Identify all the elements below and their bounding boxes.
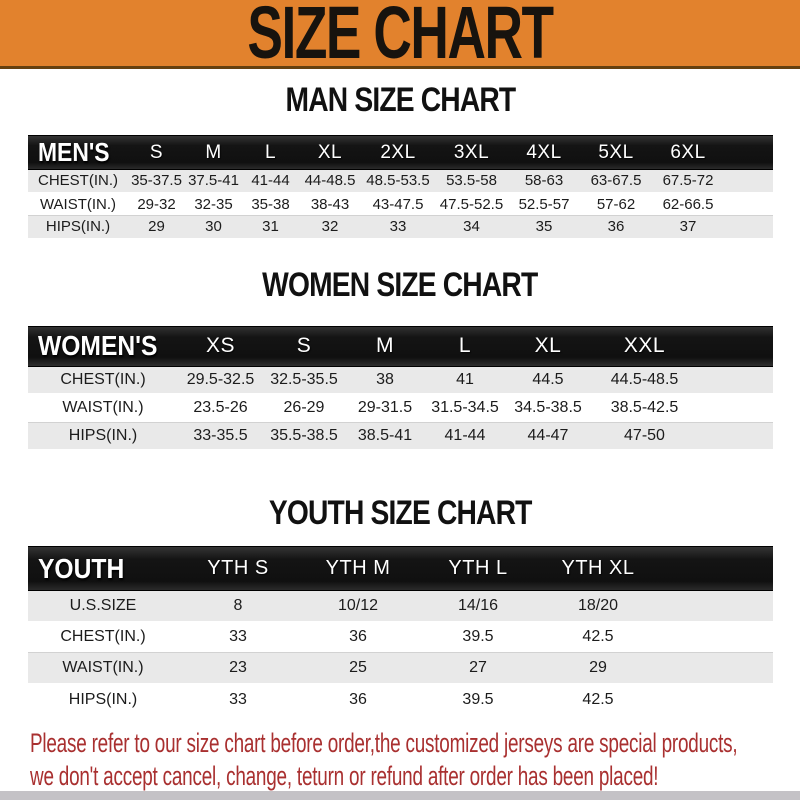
size-value: 36 <box>580 216 652 239</box>
size-value: 25 <box>298 653 418 684</box>
section-heading-women <box>0 267 800 303</box>
size-column-header: XS <box>178 326 263 366</box>
row-filler-cell <box>724 216 773 239</box>
disclaimer-line-2: we don't accept cancel, change, teturn or refund after order has been placed! <box>30 760 659 791</box>
table-row <box>28 170 773 193</box>
size-value: 33 <box>178 684 298 715</box>
disclaimer-line-1: Please refer to our size chart before order,the customized jerseys are special products, <box>30 727 738 758</box>
disclaimer <box>30 727 800 793</box>
size-column-header: YTH M <box>298 547 418 591</box>
size-column-header: S <box>128 136 185 170</box>
table-brand-label <box>28 326 178 366</box>
size-value: 38.5-41 <box>345 422 425 450</box>
measurement-label: WAIST(IN.) <box>28 193 128 216</box>
size-value: 34.5-38.5 <box>505 394 591 422</box>
table-row <box>28 193 773 216</box>
size-value: 38-43 <box>299 193 361 216</box>
section-heading-youth-label: YOUTH SIZE CHART <box>268 494 532 532</box>
measurement-label: WAIST(IN.) <box>28 653 178 684</box>
size-value: 8 <box>178 591 298 622</box>
size-value: 67.5-72 <box>652 170 724 193</box>
table-row <box>28 422 773 450</box>
row-filler-cell <box>698 366 773 394</box>
size-value: 34 <box>435 216 508 239</box>
table-row <box>28 216 773 239</box>
size-value: 30 <box>185 216 242 239</box>
row-filler-cell <box>658 684 773 715</box>
size-value: 23.5-26 <box>178 394 263 422</box>
size-value: 14/16 <box>418 591 538 622</box>
size-column-header: 3XL <box>435 136 508 170</box>
size-value: 38 <box>345 366 425 394</box>
size-column-header: L <box>242 136 299 170</box>
row-filler-cell <box>658 591 773 622</box>
table-brand-label <box>28 547 178 591</box>
size-value: 63-67.5 <box>580 170 652 193</box>
section-heading-man-label: MAN SIZE CHART <box>285 81 515 119</box>
row-filler-cell <box>698 394 773 422</box>
size-value: 39.5 <box>418 622 538 653</box>
youth-size-table <box>28 546 773 715</box>
table-row <box>28 653 773 684</box>
size-value: 44.5-48.5 <box>591 366 698 394</box>
size-value: 52.5-57 <box>508 193 580 216</box>
size-value: 18/20 <box>538 591 658 622</box>
size-value: 36 <box>298 684 418 715</box>
size-column-header: L <box>425 326 505 366</box>
header-filler-cell <box>724 136 773 170</box>
size-value: 41 <box>425 366 505 394</box>
bottom-edge-strip <box>0 791 800 800</box>
size-column-header: 2XL <box>361 136 435 170</box>
size-column-header: S <box>263 326 345 366</box>
measurement-label: WAIST(IN.) <box>28 394 178 422</box>
size-value: 39.5 <box>418 684 538 715</box>
size-value: 35.5-38.5 <box>263 422 345 450</box>
size-value: 31 <box>242 216 299 239</box>
size-value: 32-35 <box>185 193 242 216</box>
size-value: 42.5 <box>538 684 658 715</box>
size-value: 37 <box>652 216 724 239</box>
size-value: 29 <box>128 216 185 239</box>
size-value: 10/12 <box>298 591 418 622</box>
size-column-header: 5XL <box>580 136 652 170</box>
size-value: 29 <box>538 653 658 684</box>
table-row <box>28 394 773 422</box>
size-value: 35 <box>508 216 580 239</box>
banner-title: SIZE CHART <box>247 0 553 74</box>
size-value: 47.5-52.5 <box>435 193 508 216</box>
size-column-header: M <box>345 326 425 366</box>
size-column-header: YTH S <box>178 547 298 591</box>
size-value: 26-29 <box>263 394 345 422</box>
men-size-table <box>28 135 773 240</box>
measurement-label: CHEST(IN.) <box>28 170 128 193</box>
size-value: 29-32 <box>128 193 185 216</box>
size-value: 33 <box>178 622 298 653</box>
table-row <box>28 684 773 715</box>
women-table-header-row <box>28 326 773 366</box>
size-value: 41-44 <box>425 422 505 450</box>
size-column-header: XL <box>299 136 361 170</box>
table-row <box>28 591 773 622</box>
size-column-header: 4XL <box>508 136 580 170</box>
measurement-label: U.S.SIZE <box>28 591 178 622</box>
size-value: 47-50 <box>591 422 698 450</box>
size-column-header: XXL <box>591 326 698 366</box>
size-column-header: XL <box>505 326 591 366</box>
section-heading-man <box>0 82 800 118</box>
size-value: 31.5-34.5 <box>425 394 505 422</box>
section-heading-women-label: WOMEN SIZE CHART <box>262 265 538 304</box>
size-value: 32 <box>299 216 361 239</box>
size-column-header: YTH XL <box>538 547 658 591</box>
measurement-label: HIPS(IN.) <box>28 422 178 450</box>
size-value: 48.5-53.5 <box>361 170 435 193</box>
size-value: 57-62 <box>580 193 652 216</box>
header-filler-cell <box>658 547 773 591</box>
size-value: 35-38 <box>242 193 299 216</box>
women-size-table <box>28 326 773 452</box>
size-value: 23 <box>178 653 298 684</box>
size-value: 44-48.5 <box>299 170 361 193</box>
measurement-label: HIPS(IN.) <box>28 684 178 715</box>
row-filler-cell <box>724 170 773 193</box>
row-filler-cell <box>698 422 773 450</box>
size-value: 44.5 <box>505 366 591 394</box>
size-column-header: YTH L <box>418 547 538 591</box>
size-value: 37.5-41 <box>185 170 242 193</box>
size-column-header: 6XL <box>652 136 724 170</box>
size-chart-banner <box>0 0 800 74</box>
size-value: 33 <box>361 216 435 239</box>
row-filler-cell <box>658 653 773 684</box>
table-brand-text: WOMEN'S <box>38 330 158 361</box>
table-row <box>28 366 773 394</box>
size-value: 44-47 <box>505 422 591 450</box>
youth-table-header-row <box>28 547 773 591</box>
header-filler-cell <box>698 326 773 366</box>
size-value: 38.5-42.5 <box>591 394 698 422</box>
size-value: 33-35.5 <box>178 422 263 450</box>
size-value: 62-66.5 <box>652 193 724 216</box>
section-heading-youth <box>0 495 800 531</box>
table-brand-text: MEN'S <box>38 137 110 167</box>
measurement-label: HIPS(IN.) <box>28 216 128 239</box>
row-filler-cell <box>724 193 773 216</box>
measurement-label: CHEST(IN.) <box>28 366 178 394</box>
size-value: 36 <box>298 622 418 653</box>
row-filler-cell <box>658 622 773 653</box>
size-value: 41-44 <box>242 170 299 193</box>
size-column-header: M <box>185 136 242 170</box>
size-value: 27 <box>418 653 538 684</box>
size-value: 29-31.5 <box>345 394 425 422</box>
size-value: 53.5-58 <box>435 170 508 193</box>
table-row <box>28 622 773 653</box>
table-brand-label <box>28 136 128 170</box>
size-value: 29.5-32.5 <box>178 366 263 394</box>
measurement-label: CHEST(IN.) <box>28 622 178 653</box>
size-value: 43-47.5 <box>361 193 435 216</box>
size-value: 58-63 <box>508 170 580 193</box>
men-table-header-row <box>28 136 773 170</box>
size-value: 42.5 <box>538 622 658 653</box>
table-brand-text: YOUTH <box>38 552 125 584</box>
size-value: 32.5-35.5 <box>263 366 345 394</box>
size-value: 35-37.5 <box>128 170 185 193</box>
